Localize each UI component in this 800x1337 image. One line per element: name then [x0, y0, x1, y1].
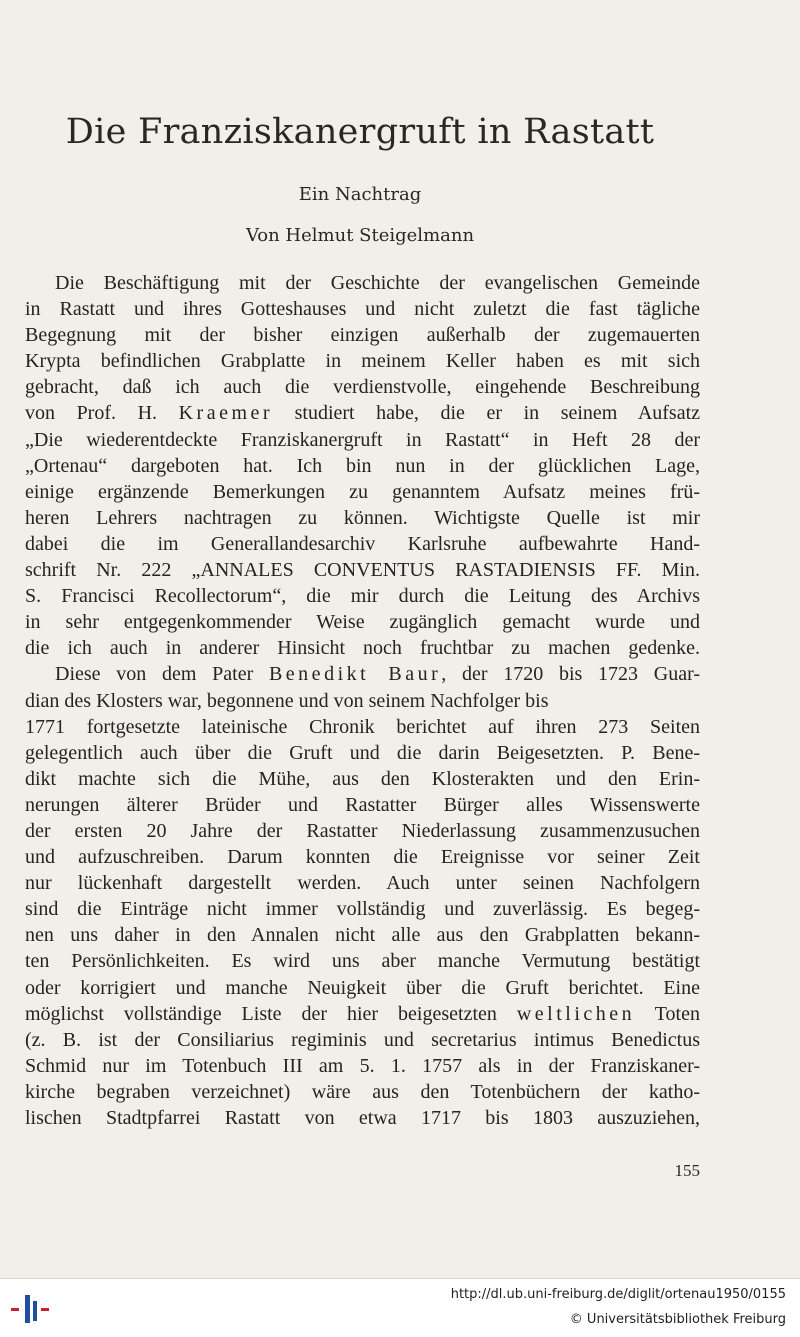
text-line: dabei die im Generallandesarchiv Karlsruhe aufbewahrte Hand- — [25, 532, 700, 555]
text-segment: Diese von dem Pater — [55, 663, 254, 686]
viewer-footer — [0, 1278, 800, 1337]
text-segment: studiert habe, die er in seinem Aufsatz — [294, 402, 700, 425]
text-line: heren Lehrers nachtragen zu können. Wichtigste Quelle ist mir — [25, 506, 700, 529]
text-line: einige ergänzende Bemerkungen zu genanntem Aufsatz meines frü- — [25, 480, 700, 503]
text-line: in sehr entgegenkommender Weise zugänglich gemacht wurde und — [25, 611, 700, 634]
text-line: Die Beschäftigung mit der Geschichte der evangelischen Gemeinde — [55, 272, 700, 294]
article-body — [25, 270, 700, 1131]
copyright-notice: © Universitätsbibliothek Freiburg — [569, 1312, 786, 1327]
text-line: Begegnung mit der bisher einzigen außerhalb der zugemauerten — [25, 324, 700, 347]
text-line: gelegentlich auch über die Gruft und die darin Beigesetzten. P. Bene- — [25, 741, 700, 764]
text-line: dian des Klosters war, begonnene und von seinem Nachfolger bis — [25, 689, 549, 712]
text-line: lischen Stadtpfarrei Rastatt von etwa 1717 bis 1803 auszuziehen, — [25, 1107, 700, 1129]
text-line: nerungen älterer Brüder und Rastatter Bürger alles Wissenswerte — [25, 793, 700, 816]
text-line: (z. B. ist der Consiliarius regiminis und secretarius intimus Benedictus — [25, 1028, 700, 1051]
text-line: ten Persönlichkeiten. Es wird uns aber manche Vermutung bestätigt — [25, 950, 700, 973]
text-segment: möglichst vollständige Liste der hier beigesetzten — [25, 1002, 497, 1025]
text-line: die ich auch in anderer Hinsicht noch fruchtbar zu machen gedenke. — [25, 637, 700, 660]
text-line: 1771 fortgesetzte lateinische Chronik berichtet auf ihren 273 Seiten — [25, 715, 700, 738]
text-line: nen uns daher in den Annalen nicht alle aus den Grabplatten bekann- — [25, 924, 700, 947]
article-author: Von Helmut Steigelmann — [245, 225, 475, 246]
text-line: und aufzuschreiben. Darum konnten die Ereignisse vor seiner Zeit — [25, 846, 700, 869]
text-line: „Die wiederentdeckte Franziskanergruft in Rastatt“ in Heft 28 der — [25, 428, 700, 451]
text-line: kirche begraben verzeichnet) wäre aus den Totenbüchern der katho- — [25, 1080, 700, 1103]
text-line: der ersten 20 Jahre der Rastatter Niederlassung zusammenzusuchen — [25, 819, 700, 842]
text-line: Schmid nur im Totenbuch III am 5. 1. 1757 als in der Franziskaner- — [25, 1054, 700, 1077]
text-segment: von Prof. H. — [25, 402, 158, 425]
text-line: „Ortenau“ dargeboten hat. Ich bin nun in der glücklichen Lage, — [25, 454, 700, 477]
article-title: Die Franziskanergruft in Rastatt — [65, 112, 655, 152]
text-line: nur lückenhaft dargestellt werden. Auch unter seinen Nachfolgern — [25, 872, 700, 895]
document-url[interactable]: http://dl.ub.uni-freiburg.de/diglit/ortenau1950/0155 — [450, 1287, 786, 1302]
text-line: schrift Nr. 222 „ANNALES CONVENTUS RASTADIENSIS FF. Min. — [25, 559, 700, 582]
text-line — [25, 400, 700, 426]
text-line — [25, 1001, 700, 1027]
text-line — [25, 661, 700, 687]
text-line: gebracht, daß ich auch die verdienstvolle, eingehende Beschreibung — [25, 376, 700, 399]
text-line: sind die Einträge nicht immer vollständig und zuverlässig. Es begeg- — [25, 898, 700, 921]
ub-freiburg-logo-icon — [10, 1291, 50, 1327]
spaced-word-weltlichen: weltlichen — [516, 1002, 636, 1025]
text-segment: , der 1720 bis 1723 Guar- — [441, 663, 700, 686]
article-subtitle: Ein Nachtrag — [298, 184, 422, 205]
text-segment: Toten — [654, 1002, 700, 1025]
text-line: oder korrigiert und manche Neuigkeit über die Gruft berichtet. Eine — [25, 976, 700, 999]
text-line: in Rastatt und ihres Gotteshauses und nicht zuletzt die fast tägliche — [25, 298, 700, 321]
spaced-name-kraemer: Kraemer — [178, 402, 274, 425]
text-line: S. Francisci Recollectorum“, die mir durch die Leitung des Archivs — [25, 585, 700, 608]
page-number: 155 — [674, 1161, 700, 1180]
spaced-name-benedikt-baur: Benedikt Baur — [268, 663, 442, 686]
text-line: dikt machte sich die Mühe, aus den Klosterakten und den Erin- — [25, 767, 700, 790]
text-line: Krypta befindlichen Grabplatte in meinem Keller haben es mit sich — [25, 350, 700, 373]
